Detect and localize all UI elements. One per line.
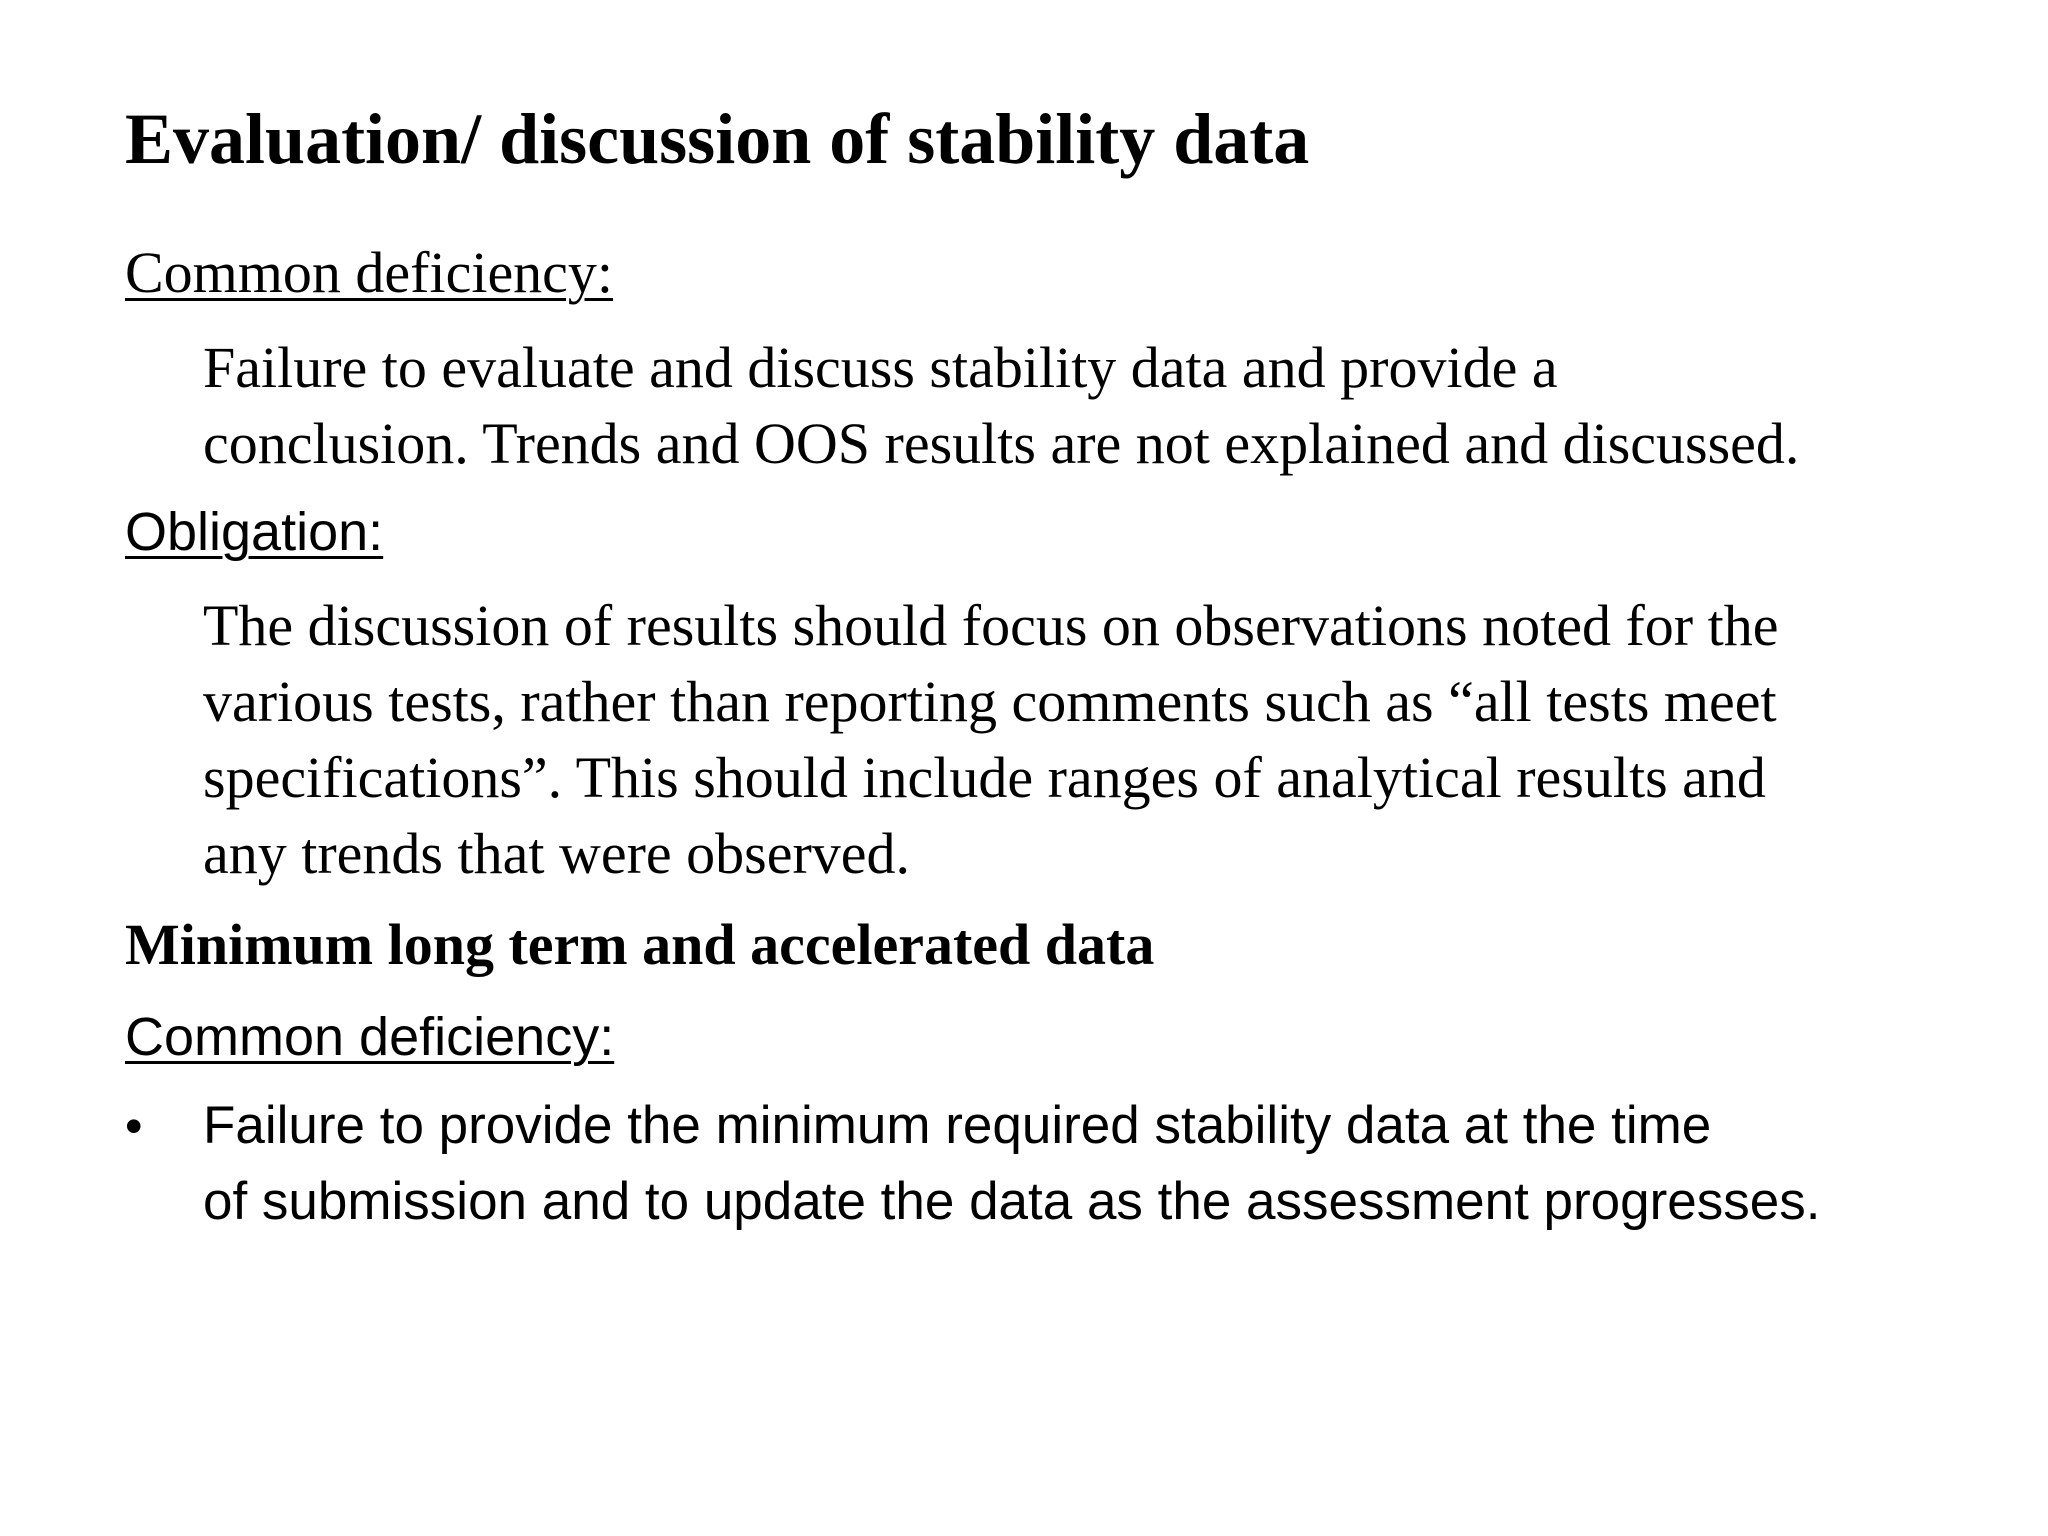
minimum-data-heading: Minimum long term and accelerated data [125,912,1155,977]
obligation-paragraph [203,588,1778,892]
bullet-item [125,1088,1985,1248]
slide-title: Evaluation/ discussion of stability data [125,99,1310,179]
common-deficiency-label: Common deficiency: [125,240,614,305]
paragraph-line: any trends that were observed. [203,821,911,886]
paragraph-line: conclusion. Trends and OOS results are not explained and discussed. [203,411,1800,476]
bullet-line: of submission and to update the data as the assessment progresses. [203,1172,1821,1231]
paragraph-line: The discussion of results should focus on observations noted for the [203,593,1779,658]
deficiency-paragraph [203,330,1799,482]
common-deficiency-label-2: Common deficiency: [125,1007,615,1067]
paragraph-line: specifications”. This should include ranges of analytical results and [203,745,1766,810]
bullet-line: Failure to provide the minimum required stability data at the time [203,1096,1712,1155]
paragraph-line: various tests, rather than reporting comments such as “all tests meet [203,669,1777,734]
paragraph-line: Failure to evaluate and discuss stability data and provide a [203,335,1558,400]
obligation-label: Obligation: [125,502,384,562]
bullet-text [203,1088,1820,1240]
bullet-icon: • [125,1098,143,1154]
